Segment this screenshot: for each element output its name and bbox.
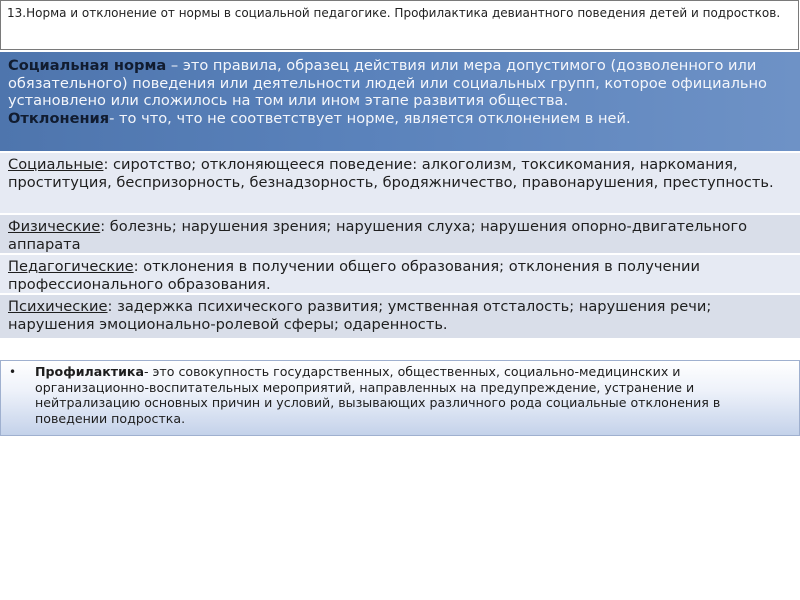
category-text: : сиротство; отклоняющееся поведение: алкоголизм, токсикомания, наркомания, проституция, беспризорность, безнадзорность, бродяжничество, правонарушения, преступность.	[8, 156, 774, 191]
category-row-pedagogical	[0, 254, 800, 294]
prevention-box	[0, 360, 800, 436]
category-text: : задержка психического развития; умственная отсталость; нарушения речи; нарушения эмоционально-ролевой сферы; одаренность.	[8, 298, 712, 333]
prevention-definition: - это совокупность государственных, общественных, социально-медицинских и организационно-воспитательных мероприятий, направленных на предупреждение, устранение и нейтрализацию основных причин и условий, вызывающих различного рода социальные отклонения в поведении подростка.	[35, 364, 721, 426]
slide-title-box	[0, 0, 799, 50]
category-name: Психические	[8, 298, 108, 315]
category-text: : отклонения в получении общего образования; отклонения в получении профессионального образования.	[8, 258, 700, 293]
category-name: Социальные	[8, 156, 104, 173]
social-norm-term: Социальная норма	[8, 57, 167, 74]
definition-row	[0, 52, 800, 152]
prevention-term: Профилактика	[35, 364, 144, 379]
slide-title: 13.Норма и отклонение от нормы в социальной педагогике. Профилактика девиантного поведения детей и подростков.	[7, 6, 781, 20]
definitions-table	[0, 52, 800, 339]
category-row-mental	[0, 294, 800, 339]
category-name: Педагогические	[8, 258, 134, 275]
bullet-marker: •	[9, 365, 17, 379]
category-text: : болезнь; нарушения зрения; нарушения слуха; нарушения опорно-двигательного аппарата	[8, 218, 748, 253]
deviation-definition: - то что, что не соответствует норме, является отклонением в ней.	[109, 109, 631, 127]
deviation-term: Отклонения	[8, 109, 110, 127]
category-name: Физические	[8, 218, 101, 235]
category-row-physical	[0, 214, 800, 254]
social-norm-definition: – это правила, образец действия или мера допустимого (дозволенного или обязательного) поведения или деятельности людей или социальных групп, которое официально установлено или сложилось на том или ином этапе развития общества.	[8, 57, 767, 109]
prevention-paragraph	[35, 364, 791, 426]
category-row-social	[0, 152, 800, 214]
